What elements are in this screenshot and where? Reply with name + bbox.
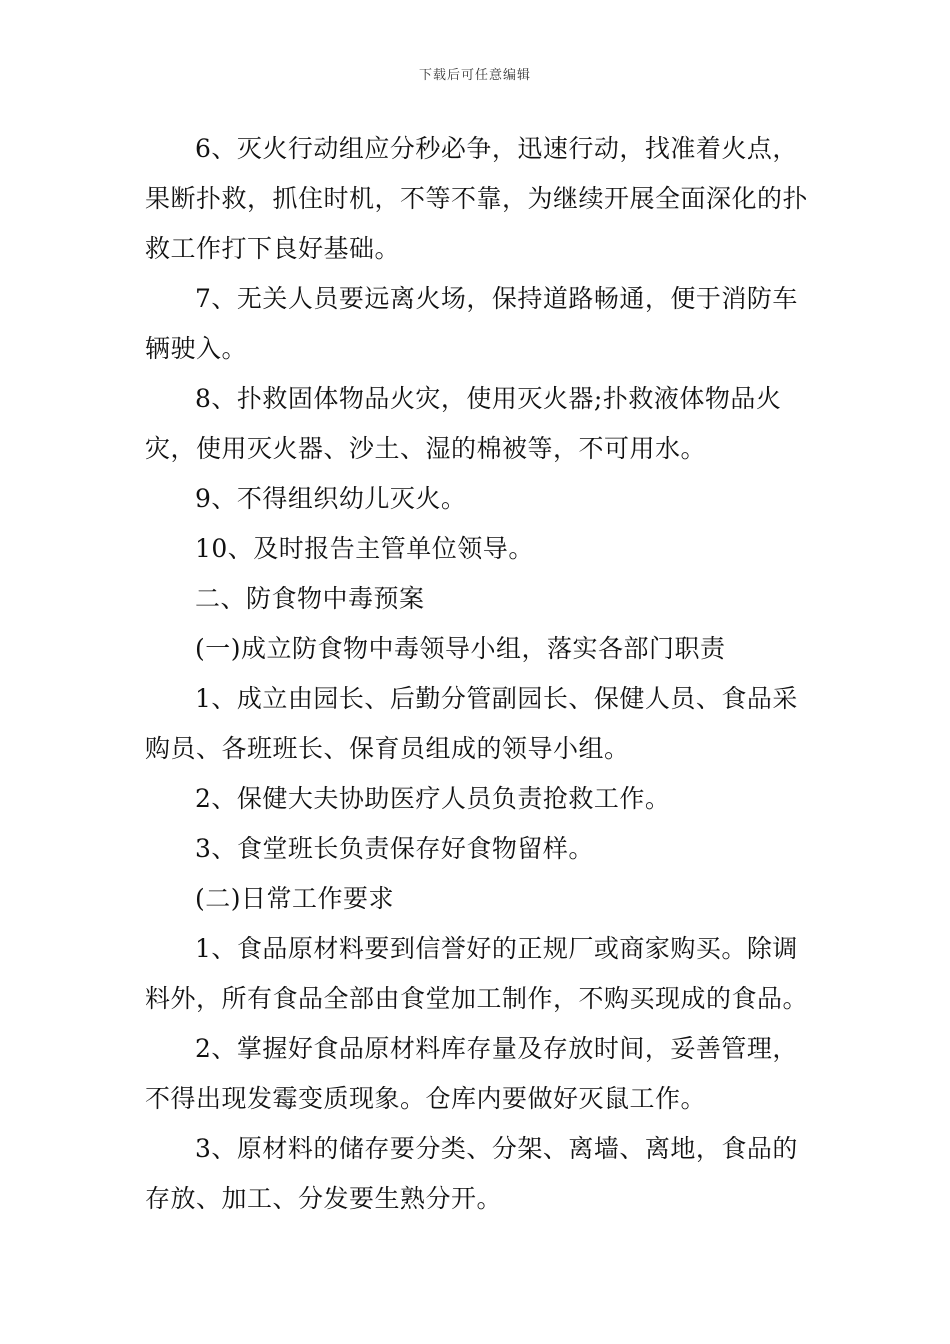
paragraph-doctor-duty: 2、保健大夫协助医疗人员负责抢救工作。 [195, 784, 671, 813]
paragraph-storage-rules: 3、原材料的储存要分类、分架、离墙、离地，食品的存放、加工、分发要生熟分开。 [145, 1134, 798, 1213]
paragraph-report-leaders: 10、及时报告主管单位领导。 [195, 534, 534, 563]
paragraph-group-members: 1、成立由园长、后勤分管副园长、保健人员、食品采购员、各班班长、保育员组成的领导小组。 [145, 684, 798, 763]
paragraph-no-children: 9、不得组织幼儿灭火。 [195, 484, 467, 513]
paragraph-food-sample: 3、食堂班长负责保存好食物留样。 [195, 834, 594, 863]
subsection-heading-leadership-group: (一)成立防食物中毒领导小组，落实各部门职责 [195, 634, 726, 663]
paragraph-keep-away: 7、无关人员要远离火场，保持道路畅通，便于消防车辆驶入。 [145, 284, 798, 363]
subsection-heading-daily-requirements: (二)日常工作要求 [195, 884, 395, 913]
section-heading-food-poisoning: 二、防食物中毒预案 [195, 584, 425, 613]
page-header: 下载后可任意编辑 [418, 68, 531, 83]
paragraph-purchase-source: 1、食品原材料要到信誉好的正规厂或商家购买。除调料外，所有食品全部由食堂加工制作，不购买现成的食品。 [145, 934, 809, 1013]
document-body [145, 124, 810, 1224]
paragraph-extinguish-method: 8、扑救固体物品火灾，使用灭火器;扑救液体物品火灾，使用灭火器、沙土、湿的棉被等，不可用水。 [145, 384, 782, 463]
paragraph-fire-action: 6、灭火行动组应分秒必争，迅速行动，找准着火点，果断扑救，抓住时机，不等不靠，为继续开展全面深化的扑救工作打下良好基础。 [145, 134, 809, 263]
paragraph-inventory-management: 2、掌握好食品原材料库存量及存放时间，妥善管理，不得出现发霉变质现象。仓库内要做好灭鼠工作。 [145, 1034, 798, 1113]
